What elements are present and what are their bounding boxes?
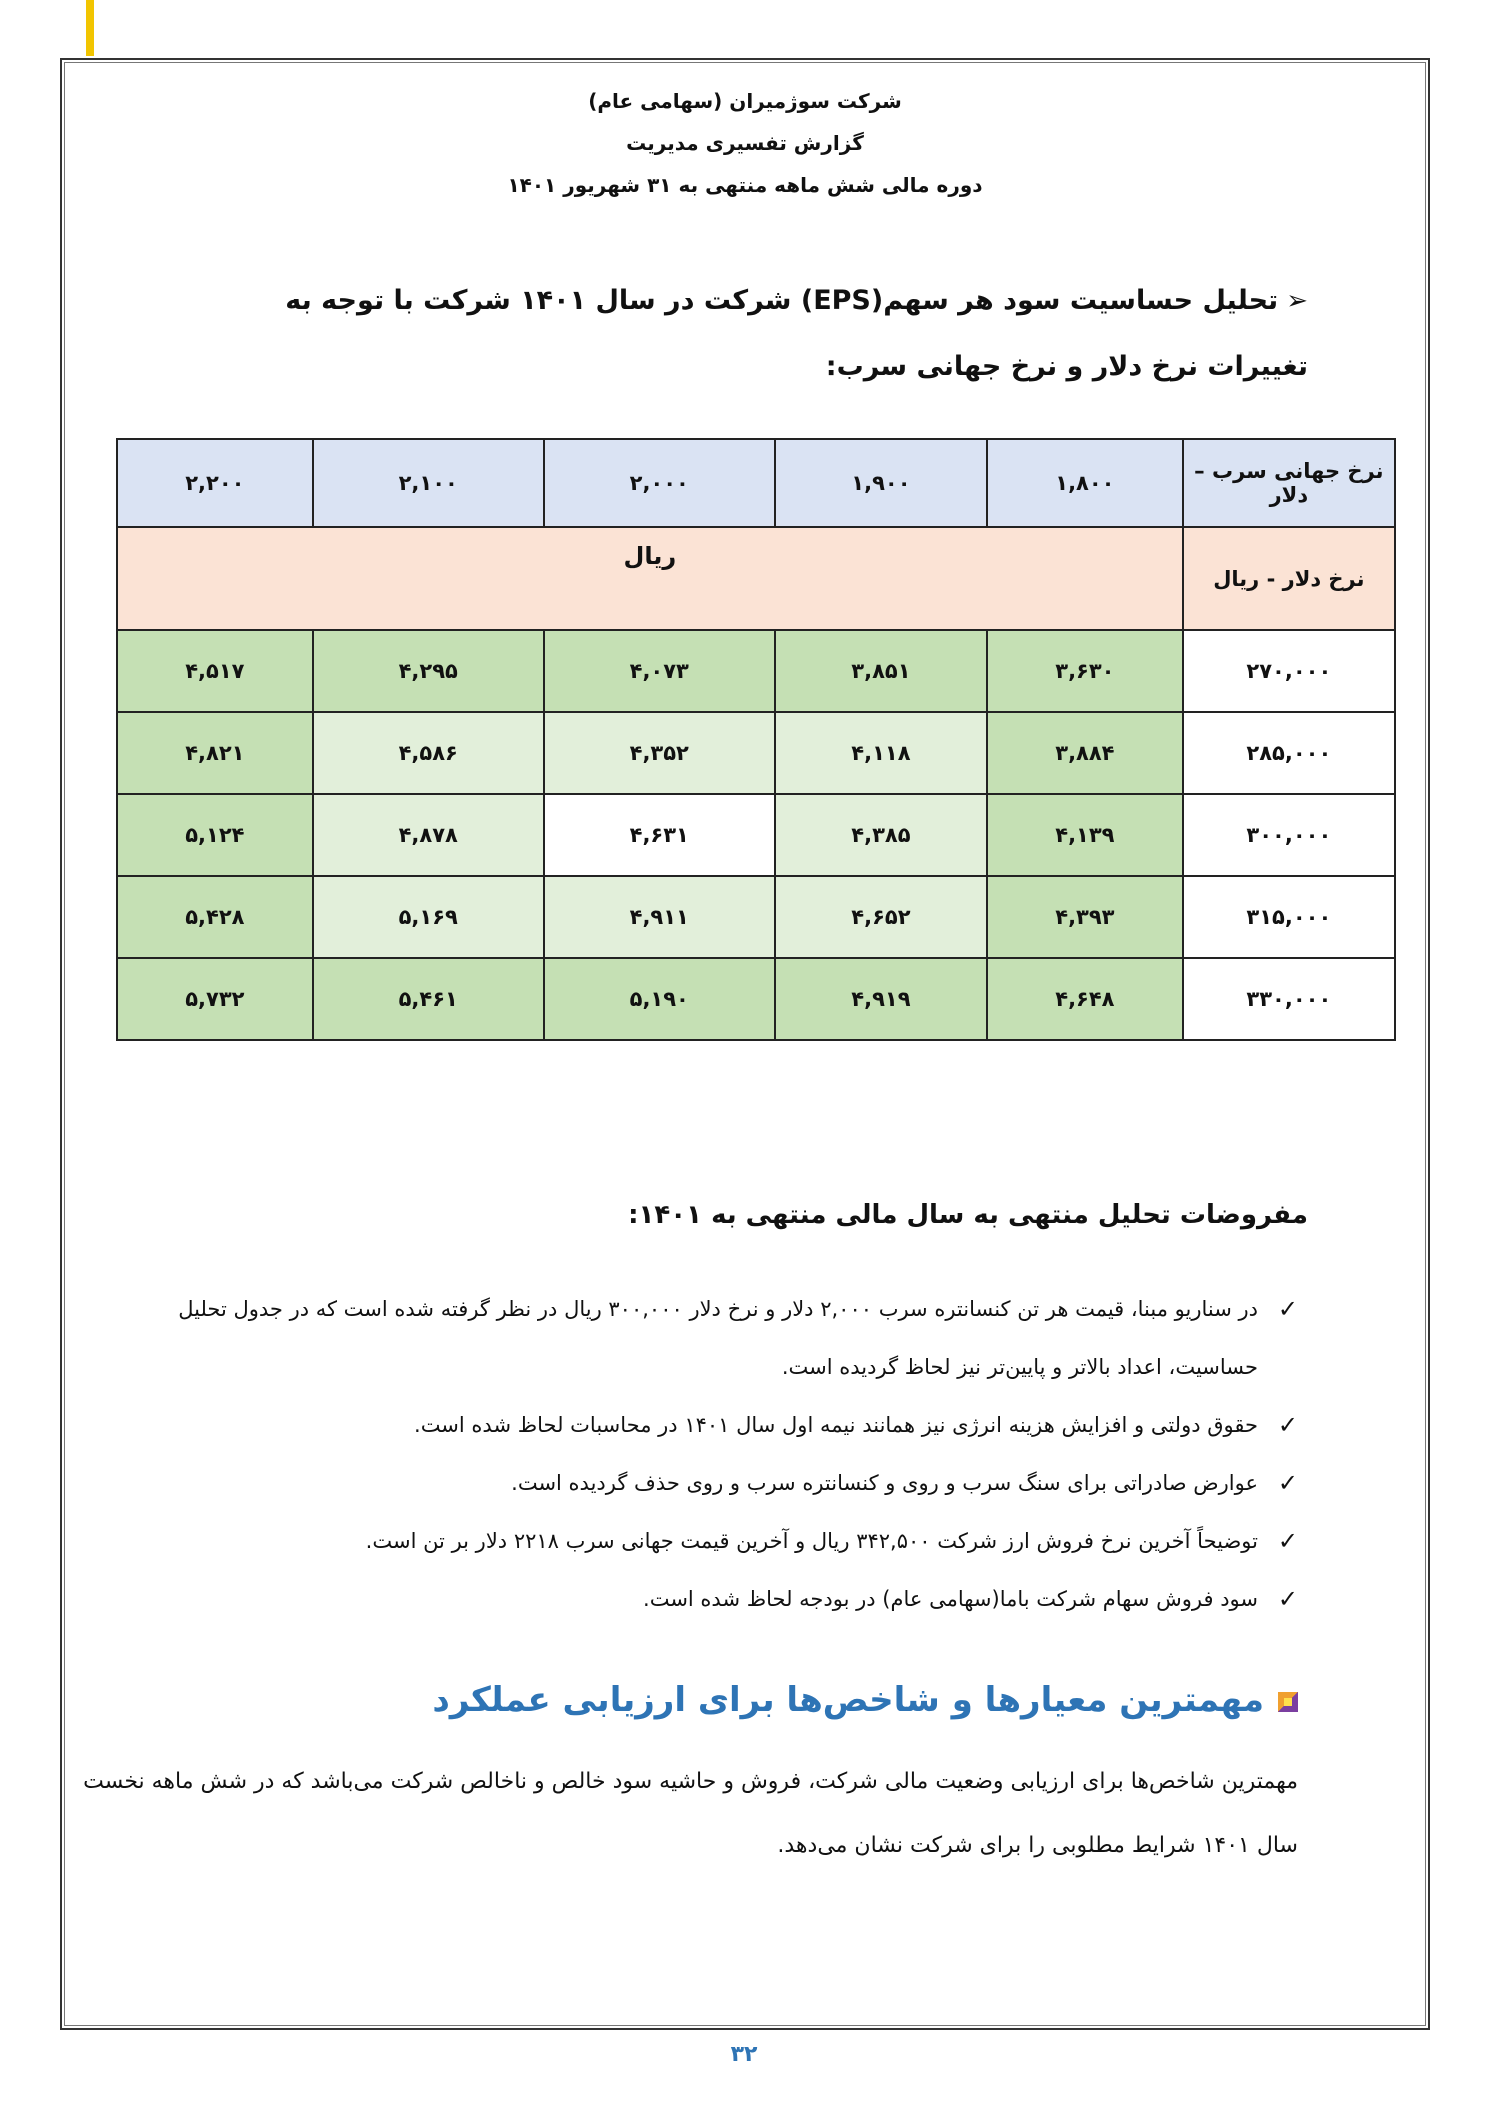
column-header: ۲,۱۰۰ xyxy=(313,439,544,527)
table-cell: ۴,۶۴۸ xyxy=(987,958,1183,1040)
corner-label: نرخ جهانی سرب – دلار xyxy=(1183,439,1395,527)
table-cell: ۴,۹۱۹ xyxy=(775,958,987,1040)
table-cell: ۵,۱۶۹ xyxy=(313,876,544,958)
company-name: شرکت سوژمیران (سهامی عام) xyxy=(588,89,902,113)
column-header: ۲,۰۰۰ xyxy=(544,439,775,527)
column-header: ۱,۸۰۰ xyxy=(987,439,1183,527)
checkmark-icon: ✓ xyxy=(1277,1527,1298,1555)
rate-cell: ۳۳۰,۰۰۰ xyxy=(1183,958,1395,1040)
table-cell: ۴,۰۷۳ xyxy=(544,630,775,712)
performance-paragraph: مهمترین شاخص‌ها برای ارزیابی وضعیت مالی شرکت، فروش و حاشیه سود خالص و ناخالص شرکت می‌باشد که در شش ماهه نخست سال ۱۴۰۱ شرایط مطلوبی را برای شرکت نشان می‌دهد. xyxy=(83,1769,1298,1858)
unit-label: ریال xyxy=(117,527,1183,630)
table-cell: ۴,۵۱۷ xyxy=(117,630,313,712)
assumptions-title: مفروضات تحلیل منتهی به سال مالی منتهی به ۱۴۰۱: xyxy=(628,1200,1308,1230)
table-cell: ۴,۳۸۵ xyxy=(775,794,987,876)
rate-cell: ۳۱۵,۰۰۰ xyxy=(1183,876,1395,958)
checkmark-icon: ✓ xyxy=(1277,1411,1298,1439)
table-cell: ۴,۱۱۸ xyxy=(775,712,987,794)
list-item-text: سود فروش سهام شرکت باما(سهامی عام) در بودجه لحاظ شده است. xyxy=(643,1587,1258,1611)
report-title: گزارش تفسیری مدیریت xyxy=(626,131,864,155)
table-cell: ۴,۹۱۱ xyxy=(544,876,775,958)
list-item xyxy=(138,1512,1298,1570)
section-bullet-icon xyxy=(1278,1692,1298,1712)
table-cell: ۵,۱۲۴ xyxy=(117,794,313,876)
table-cell: ۴,۲۹۵ xyxy=(313,630,544,712)
list-item xyxy=(138,1570,1298,1628)
checkmark-icon: ✓ xyxy=(1277,1469,1298,1497)
page-frame xyxy=(60,58,1430,2030)
list-item xyxy=(138,1396,1298,1454)
performance-section-title xyxy=(432,1680,1298,1720)
list-item xyxy=(138,1454,1298,1512)
table-cell: ۴,۶۵۲ xyxy=(775,876,987,958)
table-cell: ۴,۳۵۲ xyxy=(544,712,775,794)
list-item xyxy=(138,1280,1298,1396)
table-row xyxy=(117,958,1395,1040)
report-period: دوره مالی شش ماهه منتهی به ۳۱ شهریور ۱۴۰۱ xyxy=(507,173,983,197)
table-header-row xyxy=(117,439,1395,527)
table-row xyxy=(117,630,1395,712)
checkmark-icon: ✓ xyxy=(1277,1585,1298,1613)
table-cell: ۳,۶۳۰ xyxy=(987,630,1183,712)
table-cell: ۵,۴۶۱ xyxy=(313,958,544,1040)
table-cell: ۴,۸۲۱ xyxy=(117,712,313,794)
list-item-text: توضیحاً آخرین نرخ فروش ارز شرکت ۳۴۲,۵۰۰ ریال و آخرین قیمت جهانی سرب ۲۲۱۸ دلار بر تن است. xyxy=(365,1529,1258,1553)
table-cell: ۴,۱۳۹ xyxy=(987,794,1183,876)
table-cell: ۵,۴۲۸ xyxy=(117,876,313,958)
page-number: ۳۲ xyxy=(730,2042,758,2067)
checkmark-icon: ✓ xyxy=(1277,1295,1298,1323)
rate-cell: ۲۸۵,۰۰۰ xyxy=(1183,712,1395,794)
table-row xyxy=(117,712,1395,794)
eps-sensitivity-table xyxy=(116,438,1396,1041)
performance-title-text: مهمترین معیارها و شاخص‌ها برای ارزیابی عملکرد xyxy=(432,1680,1264,1720)
table-cell: ۴,۶۳۱ xyxy=(544,794,775,876)
sensitivity-section-title xyxy=(248,268,1308,400)
table-unit-row xyxy=(117,527,1395,630)
list-item-text: در سناریو مبنا، قیمت هر تن کنسانتره سرب ۲,۰۰۰ دلار و نرخ دلار ۳۰۰,۰۰۰ ریال در نظر گرفته شده است که در جدول تحلیل حساسیت، اعداد بالاتر و پایین‌تر نیز لحاظ گردیده است. xyxy=(178,1297,1258,1379)
table-row xyxy=(117,876,1395,958)
list-item-text: عوارض صادراتی برای سنگ سرب و روی و کنسانتره سرب و روی حذف گردیده است. xyxy=(511,1471,1258,1495)
table-cell: ۵,۷۳۲ xyxy=(117,958,313,1040)
column-header: ۲,۲۰۰ xyxy=(117,439,313,527)
rate-cell: ۳۰۰,۰۰۰ xyxy=(1183,794,1395,876)
table-cell: ۳,۸۵۱ xyxy=(775,630,987,712)
row-label: نرخ دلار - ریال xyxy=(1183,527,1395,630)
accent-bar xyxy=(86,0,94,56)
report-header xyxy=(62,80,1428,206)
table-cell: ۴,۵۸۶ xyxy=(313,712,544,794)
table-cell: ۵,۱۹۰ xyxy=(544,958,775,1040)
assumptions-list xyxy=(138,1280,1298,1628)
table-row xyxy=(117,794,1395,876)
rate-cell: ۲۷۰,۰۰۰ xyxy=(1183,630,1395,712)
sensitivity-title-text: تحلیل حساسیت سود هر سهم(EPS) شرکت در سال ۱۴۰۱ شرکت با توجه به تغییرات نرخ دلار و نرخ جهانی سرب: xyxy=(285,285,1308,382)
list-item-text: حقوق دولتی و افزایش هزینه انرژی نیز همانند نیمه اول سال ۱۴۰۱ در محاسبات لحاظ شده است. xyxy=(414,1413,1258,1437)
arrow-bullet-icon: ➢ xyxy=(1286,286,1308,316)
column-header: ۱,۹۰۰ xyxy=(775,439,987,527)
table-cell: ۴,۸۷۸ xyxy=(313,794,544,876)
table-cell: ۳,۸۸۴ xyxy=(987,712,1183,794)
table-cell: ۴,۳۹۳ xyxy=(987,876,1183,958)
